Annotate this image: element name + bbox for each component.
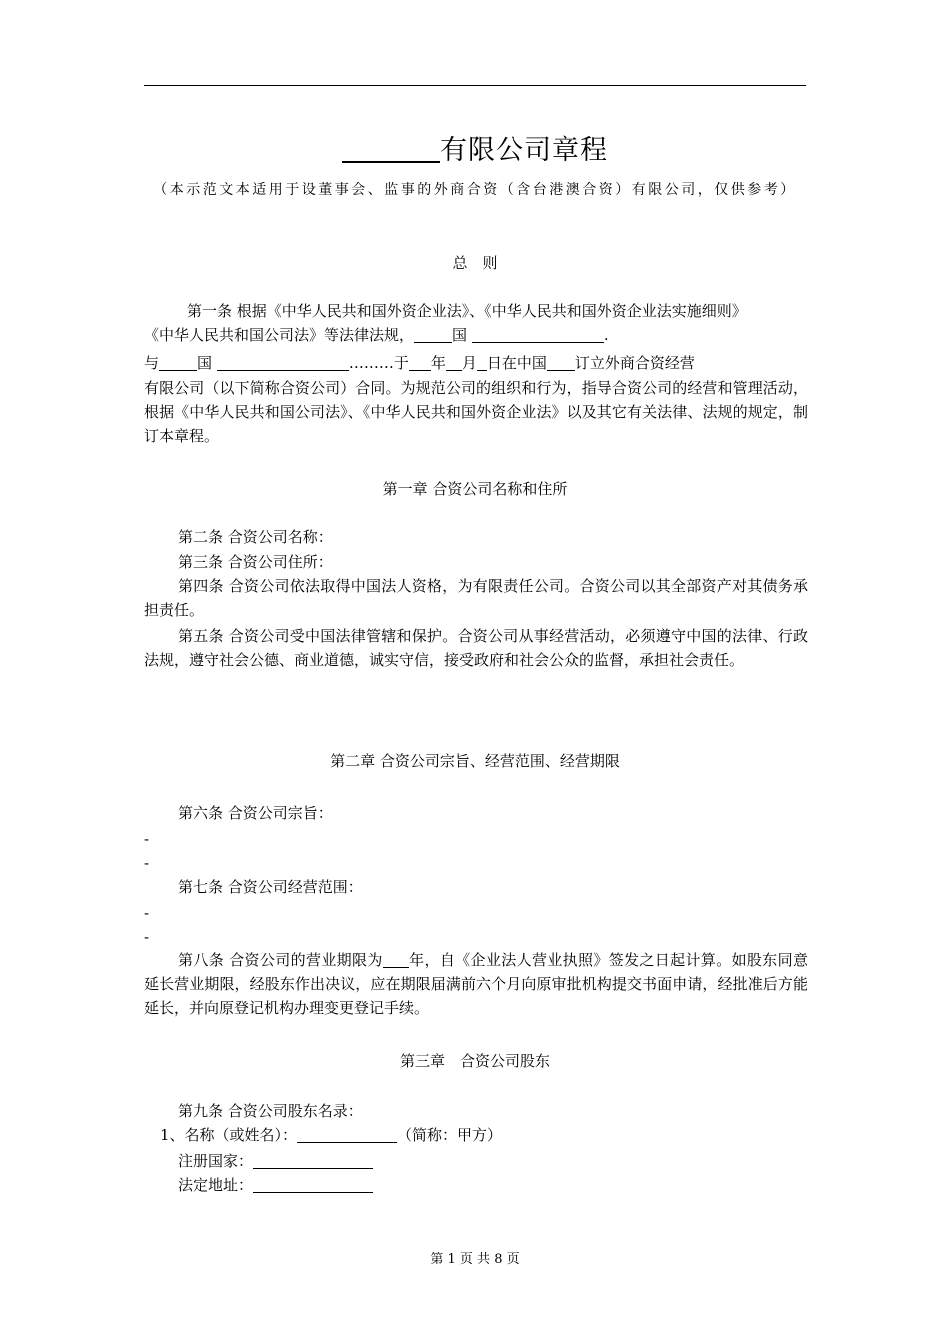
legal-address-line: 法定地址： <box>178 1174 373 1195</box>
chapter-3-heading: 第三章 合资公司股东 <box>399 1052 550 1070</box>
page-number: 第 1 页 共 8 页 <box>430 1252 520 1267</box>
article-8: 第八条 合资公司的营业期限为 年，自《企业法人营业执照》签发之日起计算。如股东同意延长营业期限，经股东作出决议，应在期限届满前六个月向原审批机构提交书面申请，经批准后方能延长，并向原登记机构办理变更登记手续。 <box>144 951 808 1017</box>
term-years-blank <box>383 952 409 968</box>
article-1-continuation: 有限公司（以下简称合资公司）合同。为规范公司的组织和行为，指导合资公司的经营和管理活动，根据《中华人民共和国公司法》、《中华人民共和国外资企业法》以及其它有关法律、法规的规定，制订本章程。 <box>144 379 808 445</box>
country-blank <box>414 327 452 343</box>
header-rule <box>144 85 806 86</box>
scope-line-2: - <box>144 928 150 946</box>
scope-line-1: - <box>144 904 150 922</box>
section-general-heading: 总 则 <box>452 254 498 272</box>
party-name-blank-2 <box>217 355 349 371</box>
country-blank-2 <box>159 355 197 371</box>
article-4: 第四条 合资公司依法取得中国法人资格，为有限责任公司。合资公司以其全部资产对其债务承担责任。 <box>144 577 808 619</box>
article-1-line-2: 《中华人民共和国公司法》等法律法规， 国 . <box>144 326 609 344</box>
article-1-line-1: 第一条 根据《中华人民共和国外资企业法》、《中华人民共和国外资企业法实施细则》 <box>187 302 747 320</box>
article-2: 第二条 合资公司名称： <box>178 528 333 546</box>
article-9: 第九条 合资公司股东名录： <box>178 1102 363 1120</box>
chapter-1-heading: 第一章 合资公司名称和住所 <box>382 480 568 498</box>
document-subtitle: （本示范文本适用于设董事会、监事的外商合资（含台港澳合资）有限公司，仅供参考） <box>153 182 797 198</box>
shareholder-name-blank <box>297 1127 397 1143</box>
article-3: 第三条 合资公司住所： <box>178 553 333 571</box>
article-6: 第六条 合资公司宗旨： <box>178 804 333 822</box>
year-blank <box>409 355 431 371</box>
day-blank <box>477 355 487 371</box>
month-blank <box>446 355 462 371</box>
shareholder-1-name-line: 1、名称（或姓名）： （简称：甲方） <box>160 1126 503 1144</box>
registration-country-line: 注册国家： <box>178 1150 373 1171</box>
purpose-line-1: - <box>144 830 150 848</box>
article-7: 第七条 合资公司经营范围： <box>178 878 363 896</box>
chapter-2-heading: 第二章 合资公司宗旨、经营范围、经营期限 <box>330 752 620 770</box>
title-company-blank <box>342 131 440 163</box>
document-title: 有限公司章程 <box>0 128 950 167</box>
purpose-line-2: - <box>144 854 150 872</box>
legal-address-blank <box>253 1177 373 1193</box>
article-1-line-3: 与 国 ………于 年 月 日在中国 订立外商合资经营 <box>144 354 695 372</box>
party-name-blank <box>472 327 604 343</box>
article-5: 第五条 合资公司受中国法律管辖和保护。合资公司从事经营活动，必须遵守中国的法律、行政法规，遵守社会公德、商业道德，诚实守信，接受政府和社会公众的监督，承担社会责任。 <box>144 627 808 669</box>
registration-country-blank <box>253 1153 373 1169</box>
place-blank <box>547 355 575 371</box>
